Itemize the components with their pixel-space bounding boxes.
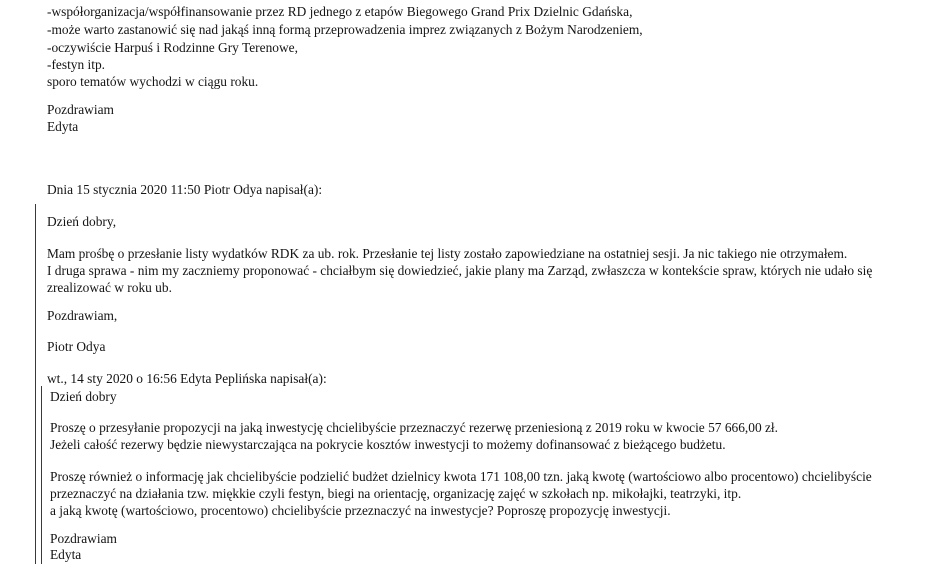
message-1-greeting: Dzień dobry, <box>47 214 117 229</box>
message-2-para1-line-1: Proszę o przesyłanie propozycji na jaką inwestycję chcielibyście przeznaczyć rezerwę przeniesioną z 2019 roku w kwocie 57 666,00 zł. <box>50 420 778 435</box>
message-1-line-1: Mam prośbę o przesłanie listy wydatków RDK za ub. rok. Przesłanie tej listy zostało zapowiedziane na ostatniej sesji. Ja nic takiego nie otrzymałem. <box>47 246 848 261</box>
reply-header-piotr: Dnia 15 stycznia 2020 11:50 Piotr Odya napisał(a): <box>47 182 323 197</box>
top-list-line-5: sporo tematów wychodzi w ciągu roku. <box>47 74 259 89</box>
message-2-greeting: Dzień dobry <box>50 389 117 404</box>
message-2-closing: Pozdrawiam <box>50 531 117 546</box>
message-1-line-2: I druga sprawa - nim my zaczniemy proponować - chciałbym się dowiedzieć, jakie plany ma Zarząd, zwłaszcza w kontekście spraw, których nie udało się <box>47 263 873 278</box>
quote-bar-outer <box>35 204 36 564</box>
message-1-line-3: zrealizować w roku ub. <box>47 280 172 295</box>
reply-header-edyta: wt., 14 sty 2020 o 16:56 Edyta Peplińska napisał(a): <box>47 371 327 386</box>
message-2-para2-line-3: a jaką kwotę (wartościowo, procentowo) chcielibyście przeznaczyć na inwestycje? Poproszę propozycję inwestycji. <box>50 503 671 518</box>
top-list-line-2: -może warto zastanowić się nad jakąś inną formą przeprowadzenia imprez związanych z Bożym Narodzeniem, <box>47 22 643 37</box>
message-2-para2-line-2: przeznaczyć na działania tzw. miękkie czyli festyn, biegi na orientację, organizację zajęć w szkołach np. mikołajki, teatrzyki, itp. <box>50 486 742 501</box>
top-signature: Edyta <box>47 119 79 134</box>
quote-bar-inner <box>41 386 42 564</box>
top-list-line-4: -festyn itp. <box>47 57 106 72</box>
message-1-signature: Piotr Odya <box>47 339 106 354</box>
top-closing: Pozdrawiam <box>47 102 114 117</box>
message-2-signature: Edyta <box>50 547 82 562</box>
top-list-line-1: -współorganizacja/współfinansowanie przez RD jednego z etapów Biegowego Grand Prix Dzielnic Gdańska, <box>47 4 633 19</box>
message-2-para1-line-2: Jeżeli całość rezerwy będzie niewystarczająca na pokrycie kosztów inwestycji to możemy dofinansować z bieżącego budżetu. <box>50 437 726 452</box>
top-list-line-3: -oczywiście Harpuś i Rodzinne Gry Terenowe, <box>47 40 298 55</box>
message-2-para2-line-1: Proszę również o informację jak chcielibyście podzielić budżet dzielnicy kwota 171 108,00 tzn. jaką kwotę (wartościowo albo procentowo) chcielibyście <box>50 469 872 484</box>
message-1-closing: Pozdrawiam, <box>47 308 118 323</box>
